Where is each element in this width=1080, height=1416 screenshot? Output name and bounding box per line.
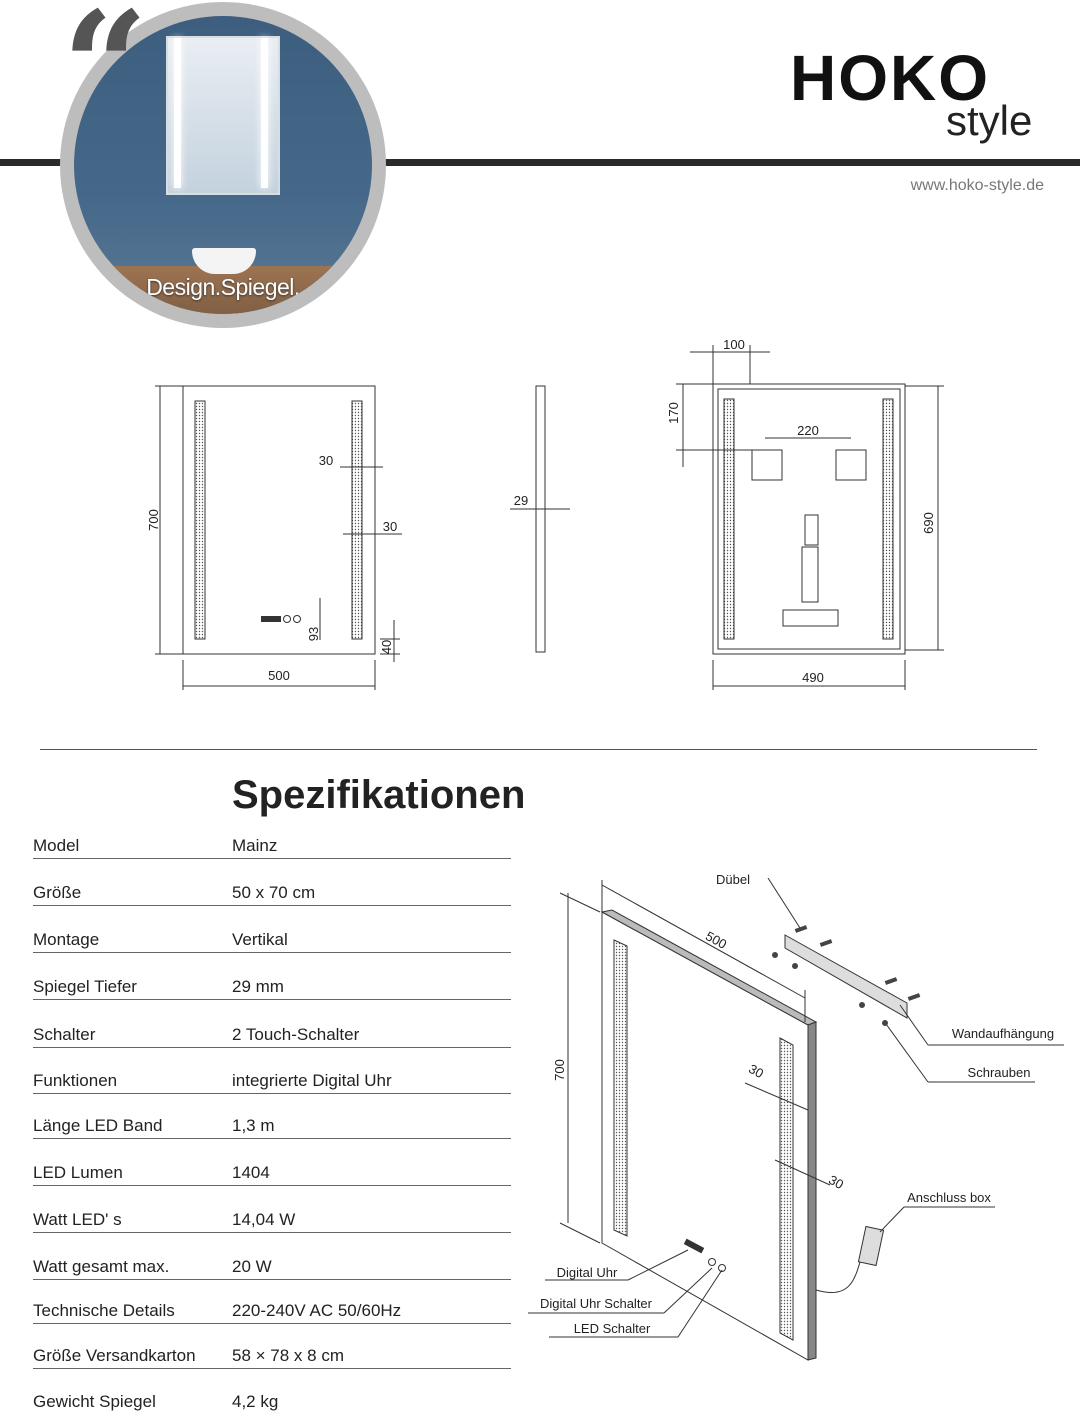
spec-value: integrierte Digital Uhr xyxy=(232,1071,392,1090)
dim-back-hook-spacing: 220 xyxy=(797,423,819,438)
website-link[interactable]: www.hoko-style.de xyxy=(910,177,1044,194)
spec-value: 58 × 78 x 8 cm xyxy=(232,1346,344,1365)
spec-value: 220-240V AC 50/60Hz xyxy=(232,1301,402,1320)
spec-value: 1404 xyxy=(232,1163,270,1182)
label-wandaufhaengung: Wandaufhängung xyxy=(951,1026,1055,1041)
spec-label: Montage xyxy=(33,930,100,949)
spec-row xyxy=(33,924,511,953)
spec-label: Spiegel Tiefer xyxy=(33,977,137,996)
header-rule-right xyxy=(385,159,1080,166)
spec-row xyxy=(33,1386,511,1414)
spec-value: 1,3 m xyxy=(232,1116,275,1135)
front-led-left xyxy=(195,401,205,639)
dim-front-led-side: 30 xyxy=(382,519,398,534)
dim-front-width: 500 xyxy=(268,668,290,683)
dim-back-top: 100 xyxy=(723,337,745,352)
spec-row xyxy=(33,877,511,906)
dim-back-height: 690 xyxy=(921,512,936,534)
dim-front-clock: 93 xyxy=(306,626,321,642)
dim-front-bottom: 40 xyxy=(379,639,394,655)
iso-dim-led-side: 30 xyxy=(826,1171,847,1193)
iso-connection-box xyxy=(858,1227,883,1266)
dim-front-height: 700 xyxy=(146,509,161,531)
back-hook-left xyxy=(752,450,782,480)
iso-dim-led-top: 30 xyxy=(746,1060,767,1082)
front-led-right xyxy=(352,401,362,639)
spec-row xyxy=(33,1065,511,1094)
spec-label: Länge LED Band xyxy=(33,1116,163,1135)
iso-led-left xyxy=(614,940,627,1236)
iso-dim-height: 700 xyxy=(552,1059,567,1081)
spec-row xyxy=(33,1204,511,1233)
spec-label: Größe xyxy=(33,883,82,902)
spec-value: 20 W xyxy=(232,1257,272,1276)
technical-drawings xyxy=(0,330,1080,700)
iso-dim-width: 500 xyxy=(703,928,730,952)
spec-row xyxy=(33,1157,511,1186)
label-digital-uhr: Digital Uhr xyxy=(556,1265,618,1280)
label-duebel: Dübel xyxy=(716,872,750,887)
spec-value: Mainz xyxy=(232,836,278,855)
iso-wall-bracket xyxy=(785,935,907,1018)
spec-row xyxy=(33,1251,511,1280)
spec-value: 29 mm xyxy=(232,977,284,996)
spec-value: 50 x 70 cm xyxy=(232,883,316,902)
spec-label: Gewicht Spiegel xyxy=(33,1392,156,1411)
spec-title: Spezifikationen xyxy=(232,773,526,817)
photo-led-strip-right xyxy=(261,38,268,188)
iso-clock-display xyxy=(684,1239,726,1272)
dim-back-width: 490 xyxy=(802,670,824,685)
spec-row xyxy=(33,1340,511,1369)
iso-mirror-face xyxy=(602,912,808,1360)
brand-logo: HOKO xyxy=(790,42,990,114)
label-schrauben: Schrauben xyxy=(967,1065,1031,1080)
photo-caption: Design.Spiegel. xyxy=(146,274,300,300)
back-led-right xyxy=(883,399,893,639)
spec-label: Watt LED' s xyxy=(33,1210,122,1229)
spec-value: 2 Touch-Schalter xyxy=(232,1025,360,1044)
label-digital-uhr-schalter: Digital Uhr Schalter xyxy=(540,1296,652,1311)
quote-icon: “ xyxy=(62,0,149,155)
spec-label: Technische Details xyxy=(33,1301,175,1320)
spec-label: Watt gesamt max. xyxy=(33,1257,170,1276)
spec-row xyxy=(33,971,511,1000)
spec-row xyxy=(33,830,511,859)
dim-side-depth: 29 xyxy=(513,493,529,508)
front-mirror-outline xyxy=(183,386,375,654)
spec-value: 4,2 kg xyxy=(232,1392,279,1411)
brand-logo-sub: style xyxy=(946,97,1033,144)
installation-drawing xyxy=(520,860,1080,1400)
front-clock-display xyxy=(261,616,301,623)
photo-led-strip-left xyxy=(174,38,181,188)
spec-label: LED Lumen xyxy=(33,1163,123,1182)
spec-label: Schalter xyxy=(33,1025,96,1044)
spec-label: Funktionen xyxy=(33,1071,118,1090)
spec-value: Vertikal xyxy=(232,930,288,949)
dim-back-hook: 170 xyxy=(666,402,681,424)
label-anschluss-box: Anschluss box xyxy=(907,1190,991,1205)
spec-row xyxy=(33,1295,511,1324)
spec-value: 14,04 W xyxy=(232,1210,296,1229)
back-led-left xyxy=(724,399,734,639)
spec-row xyxy=(33,1019,511,1048)
label-led-schalter: LED Schalter xyxy=(573,1321,651,1336)
spec-label: Größe Versandkarton xyxy=(33,1346,196,1365)
iso-led-right xyxy=(780,1038,793,1340)
back-hook-right xyxy=(836,450,866,480)
dim-front-led-top: 30 xyxy=(318,453,334,468)
section-divider xyxy=(40,749,1037,750)
spec-label: Model xyxy=(33,836,80,855)
spec-row xyxy=(33,1110,511,1139)
